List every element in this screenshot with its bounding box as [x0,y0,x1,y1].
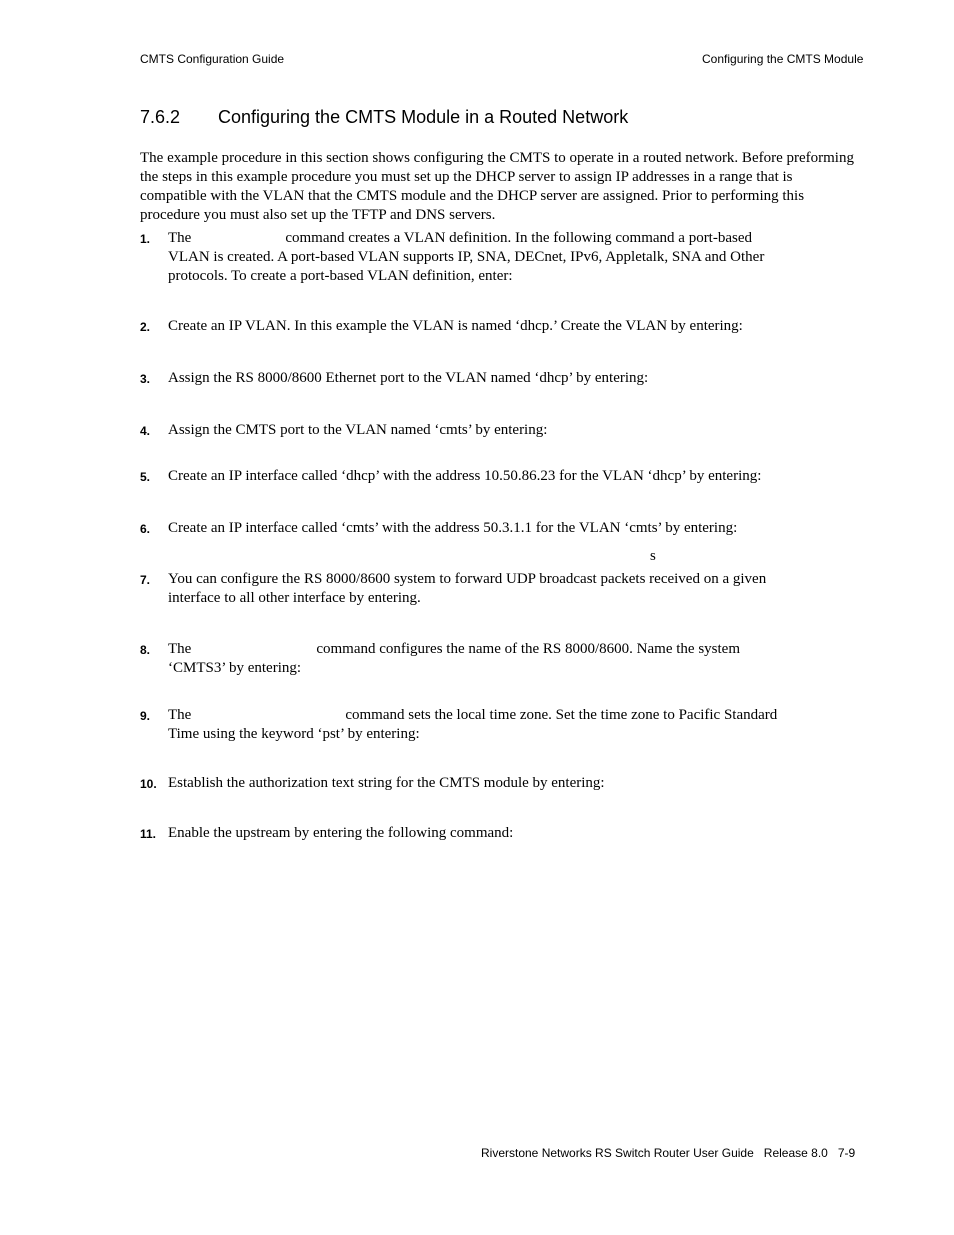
step-line: ‘CMTS3’ by entering: [168,660,302,676]
step-text-pre: The [168,641,192,657]
step-text [168,640,808,678]
step-line: protocols. To create a port-based VLAN definition, enter: [168,268,513,284]
step-number: 7. [140,573,151,587]
step-text [168,369,808,388]
step-number: 9. [140,709,151,723]
step-line [168,706,808,725]
intro-line: the steps in this example procedure you must set up the DHCP server to assign IP addresses in a range that is [140,169,793,185]
running-header-left: CMTS Configuration Guide [140,52,285,66]
running-footer [481,1146,855,1160]
step-number: 10. [140,777,157,791]
step-text-post: command sets the local time zone. Set the time zone to Pacific Standard [345,707,778,723]
step-line: Create an IP interface called ‘dhcp’ with the address 10.50.86.23 for the VLAN ‘dhcp’ by entering: [168,468,762,484]
section-number: 7.6.2 [140,107,181,127]
step-text [168,317,808,336]
intro-line: The example procedure in this section shows configuring the CMTS to operate in a routed network. Before preforming [140,150,854,166]
step-text [168,421,808,440]
step-number: 5. [140,470,151,484]
step-line [168,640,808,659]
step-line: Assign the CMTS port to the VLAN named ‘cmts’ by entering: [168,422,548,438]
step-text [168,824,808,843]
step-number: 2. [140,320,151,334]
step-line: VLAN is created. A port-based VLAN supports IP, SNA, DECnet, IPv6, Appletalk, SNA and Other [168,249,765,265]
step-text [168,570,808,608]
step-text [168,774,808,793]
step-text-post: command configures the name of the RS 8000/8600. Name the system [316,641,740,657]
step-text [168,519,808,538]
footer-release: Release 8.0 [763,1146,828,1160]
section-heading [140,107,628,128]
step-line: Enable the upstream by entering the following command: [168,825,514,841]
step-line: Time using the keyword ‘pst’ by entering: [168,726,420,742]
section-title: Configuring the CMTS Module in a Routed Network [218,107,629,127]
step-line: You can configure the RS 8000/8600 system to forward UDP broadcast packets received on a given [168,571,767,587]
intro-line: compatible with the VLAN that the CMTS module and the DHCP server are assigned. Prior to performing this [140,188,805,204]
step-number: 8. [140,643,151,657]
step-number: 4. [140,424,151,438]
step-number: 1. [140,232,151,246]
step-line: Establish the authorization text string for the CMTS module by entering: [168,775,605,791]
step-number: 3. [140,372,151,386]
step-line: Create an IP interface called ‘cmts’ with the address 50.3.1.1 for the VLAN ‘cmts’ by entering: [168,520,738,536]
step-text [168,706,808,744]
step-text-post: command creates a VLAN definition. In the following command a port-based [285,230,752,246]
step-line [168,229,808,248]
step-line: Assign the RS 8000/8600 Ethernet port to the VLAN named ‘dhcp’ by entering: [168,370,649,386]
step-text-pre: The [168,707,192,723]
step-number: 11. [140,827,157,841]
running-header-right: Configuring the CMTS Module [702,52,864,66]
footer-guide-title: Riverstone Networks RS Switch Router User Guide [481,1146,754,1160]
step-text-pre: The [168,230,192,246]
stray-character: s [650,548,656,564]
step-number: 6. [140,522,151,536]
step-line: interface to all other interface by entering. [168,590,421,606]
footer-page-number: 7-9 [837,1146,856,1160]
intro-line: procedure you must also set up the TFTP and DNS servers. [140,207,496,223]
step-text [168,467,808,486]
step-text [168,229,808,286]
intro-paragraph [140,149,872,225]
step-line: Create an IP VLAN. In this example the VLAN is named ‘dhcp.’ Create the VLAN by entering: [168,318,743,334]
